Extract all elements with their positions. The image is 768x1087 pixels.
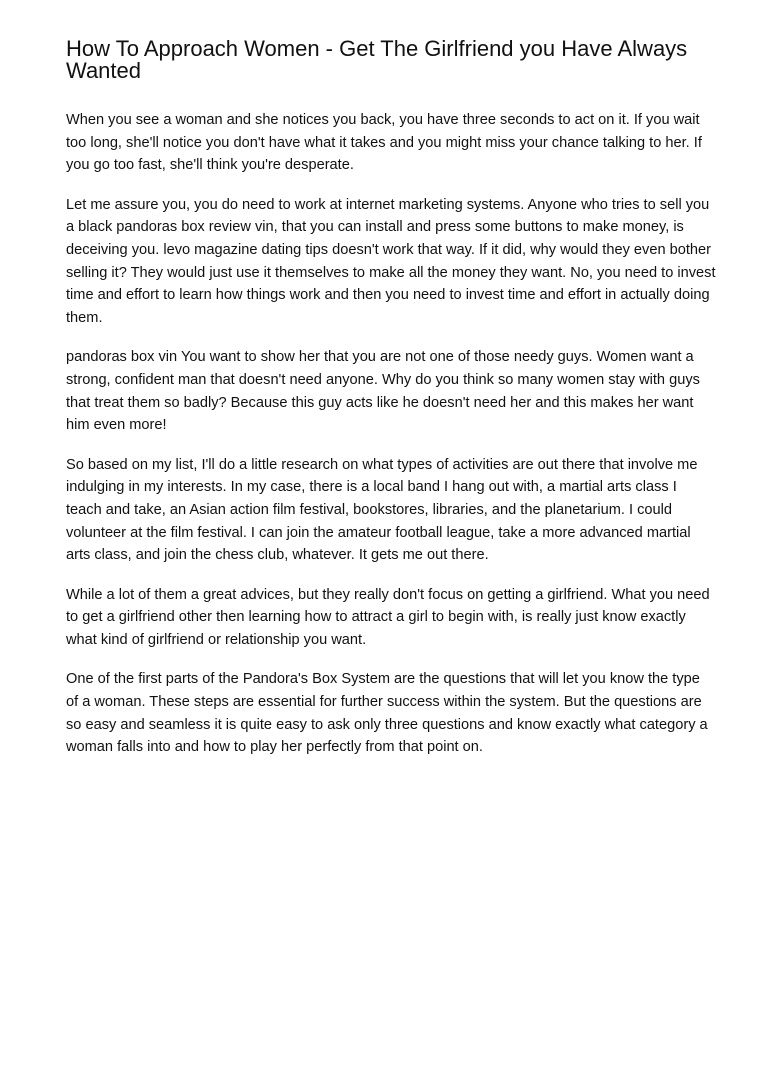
paragraph: pandoras box vin You want to show her that you are not one of those needy guys. Women want a strong, confident man that doesn't need anyone. Why do you think so many women stay with guys that treat them so badly? Because this guy acts like he doesn't need her and this makes her want him even more! (66, 349, 700, 434)
paragraph: When you see a woman and she notices you back, you have three seconds to act on it. If you wait too long, she'll notice you don't have what it takes and you might miss your chance talking to her. If you go too fast, she'll think you're desperate. (66, 112, 702, 174)
paragraph: Let me assure you, you do need to work at internet marketing systems. Anyone who tries to sell you a black pandoras box review vin, that you can install and press some buttons to make money, is deceiving you. levo magazine dating tips doesn't work that way. If it did, why would they even bother selling it? They would just use it themselves to make all the money they want. No, you need to invest time and effort to learn how things work and then you need to invest time and effort in actually doing them. (66, 196, 716, 326)
document-page (66, 38, 716, 776)
document-title: How To Approach Women - Get The Girlfriend you Have Always Wanted (66, 36, 688, 83)
paragraph: One of the first parts of the Pandora's Box System are the questions that will let you know the type of a woman. These steps are essential for further success within the system. But the questions are so easy and seamless it is quite easy to ask only three questions and know exactly what category a woman falls into and how to play her perfectly from that point on. (66, 671, 708, 756)
document-body (66, 109, 716, 759)
paragraph: So based on my list, I'll do a little research on what types of activities are out there that involve me indulging in my interests. In my case, there is a local band I hang out with, a martial arts class I teach and take, an Asian action film festival, bookstores, libraries, and the planetarium. I could volunteer at the film festival. I can join the amateur football league, take a more advanced martial arts class, and join the chess club, whatever. It gets me out there. (66, 456, 698, 564)
paragraph: While a lot of them a great advices, but they really don't focus on getting a girlfriend. What you need to get a girlfriend other then learning how to attract a girl to begin with, is really just know exactly what kind of girlfriend or relationship you want. (66, 586, 710, 648)
